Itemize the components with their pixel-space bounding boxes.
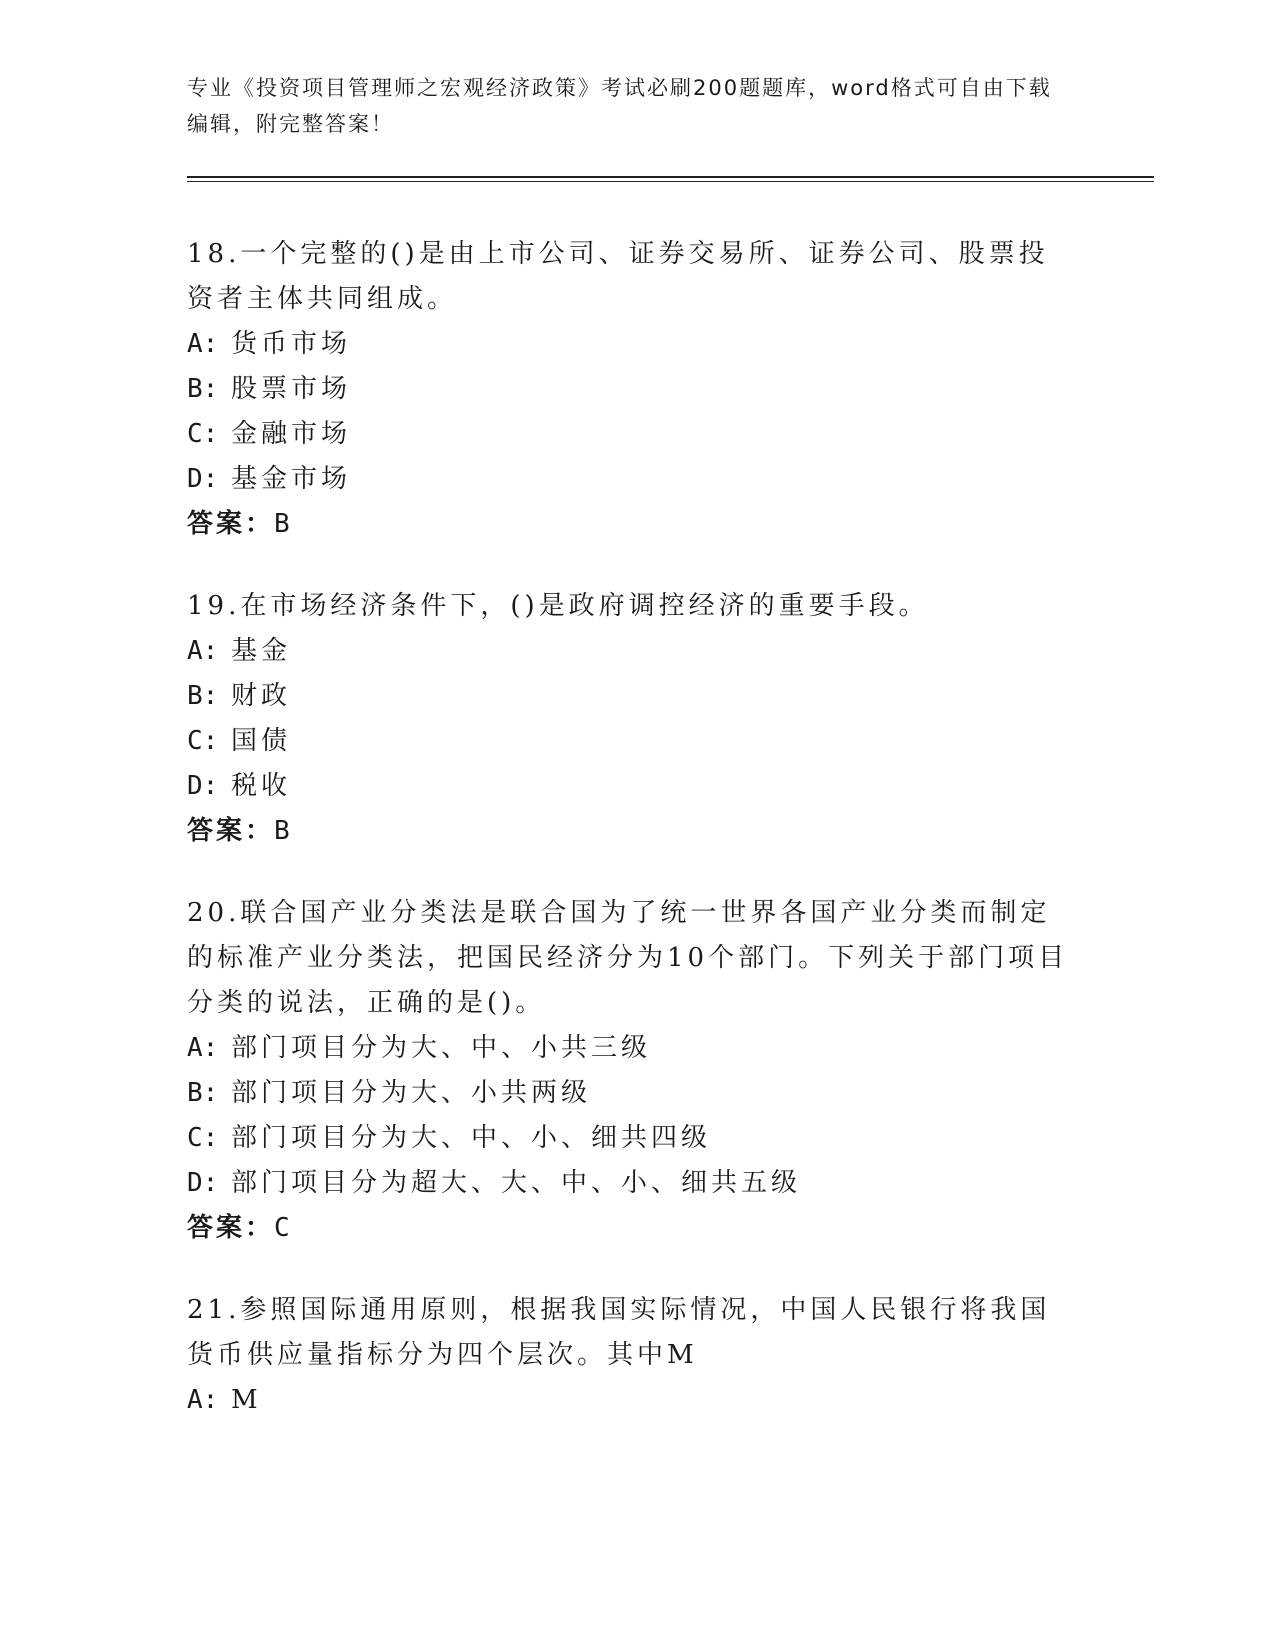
option-key: A:: [187, 329, 219, 359]
document-header: 专业《投资项目管理师之宏观经济政策》考试必刷200题题库，word格式可自由下载编辑，附完整答案！: [187, 76, 1052, 136]
question-21: [187, 1288, 1077, 1423]
option-c: [187, 1116, 1077, 1161]
option-text: M: [231, 1385, 262, 1415]
option-b: [187, 367, 1077, 412]
header-divider-thick: [187, 176, 1154, 178]
option-d: [187, 764, 1077, 809]
answer-value: C: [274, 1213, 290, 1243]
option-d: [187, 457, 1077, 502]
option-key: C:: [187, 419, 219, 449]
option-text: 股票市场: [231, 374, 352, 404]
answer-value: B: [274, 509, 290, 539]
option-text: 税收: [231, 771, 292, 801]
option-key: D:: [187, 1168, 219, 1198]
answer-line: [187, 502, 1077, 547]
question-text: 19.在市场经济条件下，()是政府调控经济的重要手段。: [187, 591, 929, 621]
option-text: 基金市场: [231, 464, 352, 494]
option-a: [187, 1026, 1077, 1071]
option-d: [187, 1161, 1077, 1206]
option-a: [187, 322, 1077, 367]
option-key: A:: [187, 1385, 219, 1415]
question-text: 21.参照国际通用原则，根据我国实际情况，中国人民银行将我国货币供应量指标分为四个层次。其中M: [187, 1295, 1051, 1370]
option-text: 部门项目分为超大、大、中、小、细共五级: [231, 1168, 802, 1198]
option-a: [187, 1378, 1077, 1423]
option-text: 货币市场: [231, 329, 352, 359]
option-key: D:: [187, 771, 219, 801]
question-20: [187, 891, 1077, 1251]
option-text: 金融市场: [231, 419, 352, 449]
option-a: [187, 629, 1077, 674]
option-c: [187, 719, 1077, 764]
answer-label: 答案：: [187, 816, 275, 846]
option-b: [187, 1071, 1077, 1116]
option-text: 国债: [231, 726, 292, 756]
option-key: D:: [187, 464, 219, 494]
answer-label: 答案：: [187, 509, 275, 539]
option-text: 部门项目分为大、小共两级: [231, 1078, 592, 1108]
option-key: C:: [187, 726, 219, 756]
question-18: [187, 232, 1077, 547]
option-c: [187, 412, 1077, 457]
question-list: [187, 232, 1077, 1460]
answer-value: B: [274, 816, 290, 846]
answer-label: 答案：: [187, 1213, 275, 1243]
option-text: 财政: [231, 681, 292, 711]
option-b: [187, 674, 1077, 719]
answer-line: [187, 809, 1077, 854]
question-19: [187, 584, 1077, 854]
question-text: 20.联合国产业分类法是联合国为了统一世界各国产业分类而制定的标准产业分类法，把国民经济分为10个部门。下列关于部门项目分类的说法，正确的是()。: [187, 898, 1069, 1018]
header-divider-thin: [187, 181, 1154, 182]
option-text: 部门项目分为大、中、小、细共四级: [231, 1123, 712, 1153]
answer-line: [187, 1206, 1077, 1251]
option-key: A:: [187, 636, 219, 666]
option-key: A:: [187, 1033, 219, 1063]
option-key: B:: [187, 374, 219, 404]
option-text: 部门项目分为大、中、小共三级: [231, 1033, 652, 1063]
question-text: 18.一个完整的()是由上市公司、证券交易所、证券公司、股票投资者主体共同组成。: [187, 239, 1049, 314]
option-text: 基金: [231, 636, 292, 666]
option-key: C:: [187, 1123, 219, 1153]
option-key: B:: [187, 681, 219, 711]
option-key: B:: [187, 1078, 219, 1108]
